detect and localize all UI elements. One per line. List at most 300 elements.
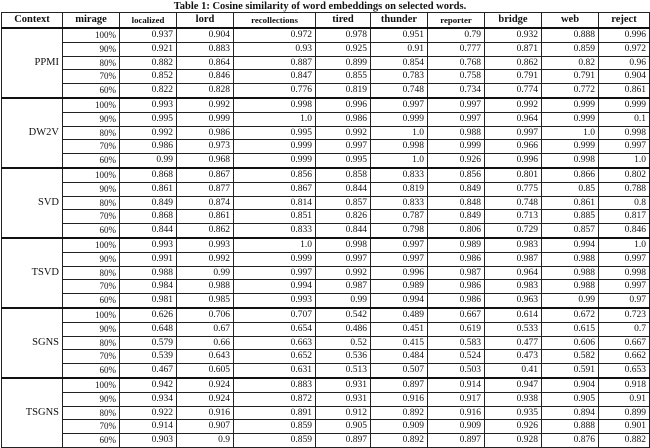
similarity-cell: 0.986 [428,280,485,294]
similarity-cell: 0.859 [234,420,316,434]
similarity-cell: 0.916 [177,406,234,420]
similarity-cell: 1.0 [234,238,316,252]
context-cell: 70% [63,280,120,294]
table-row [2,126,650,140]
similarity-cell: 0.989 [371,280,428,294]
similarity-cell: 0.614 [485,308,542,322]
header-cell: thunder [371,13,428,29]
table-row [2,28,650,42]
similarity-cell: 0.988 [542,280,599,294]
similarity-cell: 0.854 [371,56,428,70]
similarity-cell: 0.992 [177,98,234,112]
similarity-cell: 0.935 [485,406,542,420]
similarity-cell: 0.997 [599,140,650,154]
header-cell: mirage [63,13,120,29]
table-row [2,70,650,84]
context-cell: 100% [63,168,120,182]
similarity-cell: 0.986 [120,140,177,154]
similarity-cell: 0.972 [599,42,650,56]
similarity-cell: 0.787 [371,210,428,224]
similarity-cell: 0.988 [177,280,234,294]
similarity-cell: 0.859 [542,42,599,56]
similarity-cell: 1.0 [599,238,650,252]
similarity-cell: 0.855 [316,70,371,84]
similarity-cell: 0.849 [428,182,485,196]
similarity-cell: 0.907 [177,420,234,434]
similarity-cell: 0.934 [120,392,177,406]
similarity-cell: 0.888 [542,420,599,434]
similarity-cell: 0.999 [371,112,428,126]
table-row [2,266,650,280]
similarity-cell: 0.846 [599,224,650,238]
similarity-cell: 1.0 [542,126,599,140]
similarity-cell: 0.992 [316,126,371,140]
similarity-cell: 0.856 [234,168,316,182]
similarity-cell: 0.983 [485,238,542,252]
similarity-cell: 0.888 [542,28,599,42]
similarity-cell: 0.663 [234,336,316,350]
header-cell: reject [599,13,650,29]
similarity-cell: 0.653 [599,364,650,378]
similarity-cell: 0.748 [485,196,542,210]
similarity-cell: 0.844 [120,224,177,238]
similarity-cell: 0.897 [371,378,428,392]
similarity-cell: 0.891 [234,406,316,420]
similarity-cell: 0.999 [234,154,316,168]
table-row [2,252,650,266]
method-name: SVD [2,168,63,238]
table-row [2,210,650,224]
similarity-cell: 0.989 [428,238,485,252]
table-row [2,196,650,210]
context-cell: 60% [63,154,120,168]
similarity-cell: 0.849 [428,210,485,224]
table-row [2,364,650,378]
similarity-cell: 0.41 [485,364,542,378]
similarity-cell: 0.917 [428,392,485,406]
similarity-cell: 0.415 [371,336,428,350]
header-row [2,13,650,29]
table-row [2,308,650,322]
similarity-cell: 0.964 [485,112,542,126]
similarity-cell: 0.783 [371,70,428,84]
similarity-cell: 0.998 [599,126,650,140]
similarity-cell: 0.857 [542,224,599,238]
similarity-cell: 0.999 [177,112,234,126]
similarity-cell: 0.631 [234,364,316,378]
similarity-cell: 0.643 [177,350,234,364]
similarity-cell: 0.922 [120,406,177,420]
similarity-cell: 0.654 [234,322,316,336]
table-row [2,434,650,448]
similarity-cell: 0.539 [120,350,177,364]
similarity-cell: 0.817 [599,210,650,224]
similarity-cell: 0.867 [177,168,234,182]
similarity-cell: 0.986 [428,294,485,308]
similarity-cell: 0.848 [428,196,485,210]
similarity-cell: 0.992 [120,126,177,140]
similarity-cell: 0.9 [177,434,234,448]
similarity-cell: 0.963 [485,294,542,308]
context-cell: 80% [63,336,120,350]
similarity-cell: 0.861 [599,84,650,98]
similarity-cell: 1.0 [234,112,316,126]
similarity-cell: 0.931 [316,378,371,392]
similarity-cell: 0.851 [234,210,316,224]
header-cell: web [542,13,599,29]
table-row [2,350,650,364]
similarity-cell: 0.513 [316,364,371,378]
similarity-cell: 0.997 [371,238,428,252]
table-caption: Table 1: Cosine similarity of word embeddings on selected words. [173,1,467,12]
similarity-cell: 0.997 [599,280,650,294]
similarity-cell: 0.776 [234,84,316,98]
header-cell: Context [2,13,63,29]
similarity-cell: 0.707 [234,308,316,322]
similarity-cell: 0.997 [485,126,542,140]
method-name: TSGNS [2,378,63,447]
context-cell: 60% [63,434,120,448]
method-name: PPMI [2,28,63,98]
similarity-cell: 0.489 [371,308,428,322]
similarity-cell: 0.987 [485,252,542,266]
similarity-cell: 0.905 [316,420,371,434]
similarity-cell: 0.819 [371,182,428,196]
similarity-cell: 0.899 [316,56,371,70]
similarity-cell: 0.768 [428,56,485,70]
similarity-cell: 0.968 [177,154,234,168]
context-cell: 90% [63,42,120,56]
similarity-cell: 0.7 [599,322,650,336]
similarity-cell: 0.999 [599,98,650,112]
similarity-cell: 0.993 [120,98,177,112]
similarity-cell: 0.99 [542,294,599,308]
similarity-cell: 0.997 [234,266,316,280]
similarity-cell: 0.758 [428,70,485,84]
similarity-cell: 0.748 [371,84,428,98]
similarity-cell: 0.857 [316,196,371,210]
similarity-cell: 0.706 [177,308,234,322]
similarity-cell: 0.999 [542,112,599,126]
similarity-cell: 0.662 [599,350,650,364]
similarity-cell: 0.993 [234,294,316,308]
header-cell: localized [120,13,177,29]
similarity-cell: 0.994 [234,280,316,294]
similarity-cell: 0.985 [177,294,234,308]
similarity-cell: 0.997 [428,112,485,126]
similarity-cell: 0.926 [428,154,485,168]
similarity-cell: 0.877 [177,182,234,196]
similarity-cell: 0.667 [428,308,485,322]
similarity-cell: 0.992 [177,252,234,266]
similarity-cell: 0.868 [120,210,177,224]
similarity-cell: 0.937 [120,28,177,42]
similarity-cell: 0.96 [599,56,650,70]
similarity-cell: 0.984 [120,280,177,294]
similarity-cell: 0.894 [542,406,599,420]
similarity-cell: 0.833 [371,168,428,182]
similarity-cell: 0.938 [485,392,542,406]
similarity-cell: 0.583 [428,336,485,350]
similarity-cell: 0.883 [177,42,234,56]
similarity-cell: 0.846 [177,70,234,84]
similarity-cell: 0.806 [428,224,485,238]
similarity-cell: 0.951 [371,28,428,42]
similarity-cell: 0.995 [120,112,177,126]
context-cell: 80% [63,196,120,210]
similarity-cell: 0.729 [485,224,542,238]
table-row [2,238,650,252]
similarity-cell: 0.903 [120,434,177,448]
table-row [2,392,650,406]
similarity-cell: 0.988 [542,252,599,266]
similarity-cell: 0.909 [371,420,428,434]
similarity-cell: 0.772 [542,84,599,98]
header-cell: reporter [428,13,485,29]
similarity-cell: 0.791 [542,70,599,84]
similarity-cell: 0.847 [234,70,316,84]
similarity-cell: 0.861 [120,182,177,196]
method-name: DW2V [2,98,63,168]
similarity-cell: 0.996 [371,266,428,280]
context-cell: 70% [63,420,120,434]
header-cell: recollections [234,13,316,29]
similarity-cell: 0.579 [120,336,177,350]
table-row [2,168,650,182]
similarity-cell: 0.885 [542,210,599,224]
context-cell: 60% [63,84,120,98]
similarity-cell: 0.91 [371,42,428,56]
similarity-cell: 0.672 [542,308,599,322]
similarity-cell: 0.801 [485,168,542,182]
similarity-cell: 0.626 [120,308,177,322]
similarity-cell: 0.874 [177,196,234,210]
similarity-cell: 0.777 [428,42,485,56]
table-row [2,406,650,420]
similarity-cell: 0.828 [177,84,234,98]
similarity-cell: 0.859 [234,434,316,448]
similarity-cell: 0.993 [177,238,234,252]
table-body [2,28,650,447]
context-cell: 100% [63,98,120,112]
table-row [2,84,650,98]
similarity-cell: 0.862 [485,56,542,70]
similarity-cell: 0.802 [599,168,650,182]
similarity-cell: 0.819 [316,84,371,98]
similarity-cell: 1.0 [371,154,428,168]
similarity-cell: 0.899 [599,406,650,420]
similarity-cell: 0.862 [177,224,234,238]
similarity-cell: 0.864 [177,56,234,70]
similarity-cell: 0.998 [371,140,428,154]
method-name: SGNS [2,308,63,378]
context-cell: 100% [63,238,120,252]
similarity-cell: 0.916 [371,392,428,406]
similarity-cell: 0.484 [371,350,428,364]
similarity-cell: 0.993 [120,238,177,252]
context-cell: 70% [63,210,120,224]
similarity-cell: 0.892 [371,406,428,420]
similarity-cell: 0.524 [428,350,485,364]
similarity-cell: 0.995 [234,126,316,140]
similarity-cell: 0.991 [120,252,177,266]
context-cell: 90% [63,392,120,406]
table-row [2,154,650,168]
context-cell: 90% [63,112,120,126]
similarity-cell: 0.473 [485,350,542,364]
similarity-cell: 0.998 [234,98,316,112]
similarity-cell: 0.606 [542,336,599,350]
similarity-cell: 0.964 [485,266,542,280]
similarity-cell: 0.861 [177,210,234,224]
table-row [2,98,650,112]
similarity-cell: 0.826 [316,210,371,224]
similarity-cell: 0.995 [316,154,371,168]
table-row [2,56,650,70]
similarity-cell: 0.914 [120,420,177,434]
similarity-cell: 0.93 [234,42,316,56]
similarity-cell: 0.85 [542,182,599,196]
context-cell: 60% [63,364,120,378]
similarity-cell: 0.861 [542,196,599,210]
similarity-cell: 0.987 [428,266,485,280]
similarity-cell: 0.973 [177,140,234,154]
similarity-cell: 0.852 [120,70,177,84]
similarity-table [1,12,650,448]
context-cell: 80% [63,126,120,140]
similarity-cell: 0.872 [234,392,316,406]
similarity-cell: 0.844 [316,182,371,196]
table-row [2,112,650,126]
similarity-cell: 0.988 [120,266,177,280]
similarity-cell: 0.858 [316,168,371,182]
similarity-cell: 0.833 [371,196,428,210]
context-cell: 70% [63,70,120,84]
similarity-cell: 0.994 [371,294,428,308]
similarity-cell: 0.972 [234,28,316,42]
similarity-cell: 0.856 [428,168,485,182]
similarity-cell: 0.997 [428,98,485,112]
similarity-cell: 0.536 [316,350,371,364]
table-row [2,280,650,294]
similarity-cell: 0.947 [485,378,542,392]
similarity-cell: 0.986 [316,112,371,126]
similarity-cell: 0.798 [371,224,428,238]
similarity-cell: 0.904 [542,378,599,392]
similarity-cell: 0.987 [316,280,371,294]
similarity-cell: 0.892 [371,434,428,448]
similarity-cell: 0.99 [316,294,371,308]
similarity-cell: 0.648 [120,322,177,336]
similarity-cell: 0.992 [316,266,371,280]
similarity-cell: 0.996 [599,28,650,42]
similarity-cell: 0.914 [428,378,485,392]
table-row [2,294,650,308]
context-cell: 90% [63,252,120,266]
similarity-cell: 0.775 [485,182,542,196]
similarity-cell: 0.904 [599,70,650,84]
similarity-cell: 0.503 [428,364,485,378]
context-cell: 70% [63,140,120,154]
similarity-cell: 0.8 [599,196,650,210]
context-cell: 90% [63,322,120,336]
similarity-cell: 0.844 [316,224,371,238]
header-cell: bridge [485,13,542,29]
table-row [2,420,650,434]
similarity-cell: 0.533 [485,322,542,336]
table-row [2,224,650,238]
similarity-cell: 0.921 [120,42,177,56]
similarity-cell: 0.904 [177,28,234,42]
similarity-cell: 0.997 [371,252,428,266]
similarity-cell: 0.999 [234,140,316,154]
similarity-cell: 0.868 [120,168,177,182]
similarity-cell: 0.1 [599,112,650,126]
similarity-cell: 0.99 [120,154,177,168]
similarity-cell: 0.542 [316,308,371,322]
similarity-cell: 0.926 [485,420,542,434]
similarity-cell: 0.849 [120,196,177,210]
context-cell: 90% [63,182,120,196]
context-cell: 80% [63,266,120,280]
similarity-cell: 0.999 [428,140,485,154]
similarity-cell: 0.986 [177,126,234,140]
similarity-cell: 0.924 [177,378,234,392]
similarity-cell: 0.66 [177,336,234,350]
similarity-cell: 0.788 [599,182,650,196]
similarity-cell: 0.918 [599,378,650,392]
similarity-cell: 0.591 [542,364,599,378]
similarity-cell: 0.901 [599,420,650,434]
table-row [2,140,650,154]
context-cell: 60% [63,294,120,308]
similarity-cell: 0.467 [120,364,177,378]
similarity-cell: 0.867 [234,182,316,196]
similarity-cell: 0.882 [120,56,177,70]
similarity-cell: 0.866 [542,168,599,182]
header-cell: lord [177,13,234,29]
similarity-cell: 0.998 [316,238,371,252]
similarity-cell: 0.942 [120,378,177,392]
similarity-cell: 0.997 [371,98,428,112]
similarity-cell: 0.713 [485,210,542,224]
similarity-cell: 0.615 [542,322,599,336]
similarity-cell: 0.996 [485,154,542,168]
similarity-cell: 0.477 [485,336,542,350]
similarity-cell: 0.912 [316,406,371,420]
similarity-cell: 0.997 [316,252,371,266]
similarity-cell: 0.734 [428,84,485,98]
similarity-cell: 0.507 [371,364,428,378]
similarity-cell: 0.582 [542,350,599,364]
similarity-cell: 0.983 [485,280,542,294]
similarity-cell: 0.905 [542,392,599,406]
context-cell: 80% [63,406,120,420]
similarity-cell: 0.998 [542,154,599,168]
similarity-cell: 0.833 [234,224,316,238]
similarity-cell: 0.883 [234,378,316,392]
similarity-cell: 0.67 [177,322,234,336]
similarity-cell: 0.882 [599,434,650,448]
similarity-cell: 0.897 [316,434,371,448]
similarity-cell: 0.909 [428,420,485,434]
similarity-cell: 0.619 [428,322,485,336]
similarity-cell: 0.822 [120,84,177,98]
similarity-cell: 0.988 [428,126,485,140]
similarity-cell: 0.925 [316,42,371,56]
similarity-cell: 0.451 [371,322,428,336]
similarity-cell: 0.994 [542,238,599,252]
